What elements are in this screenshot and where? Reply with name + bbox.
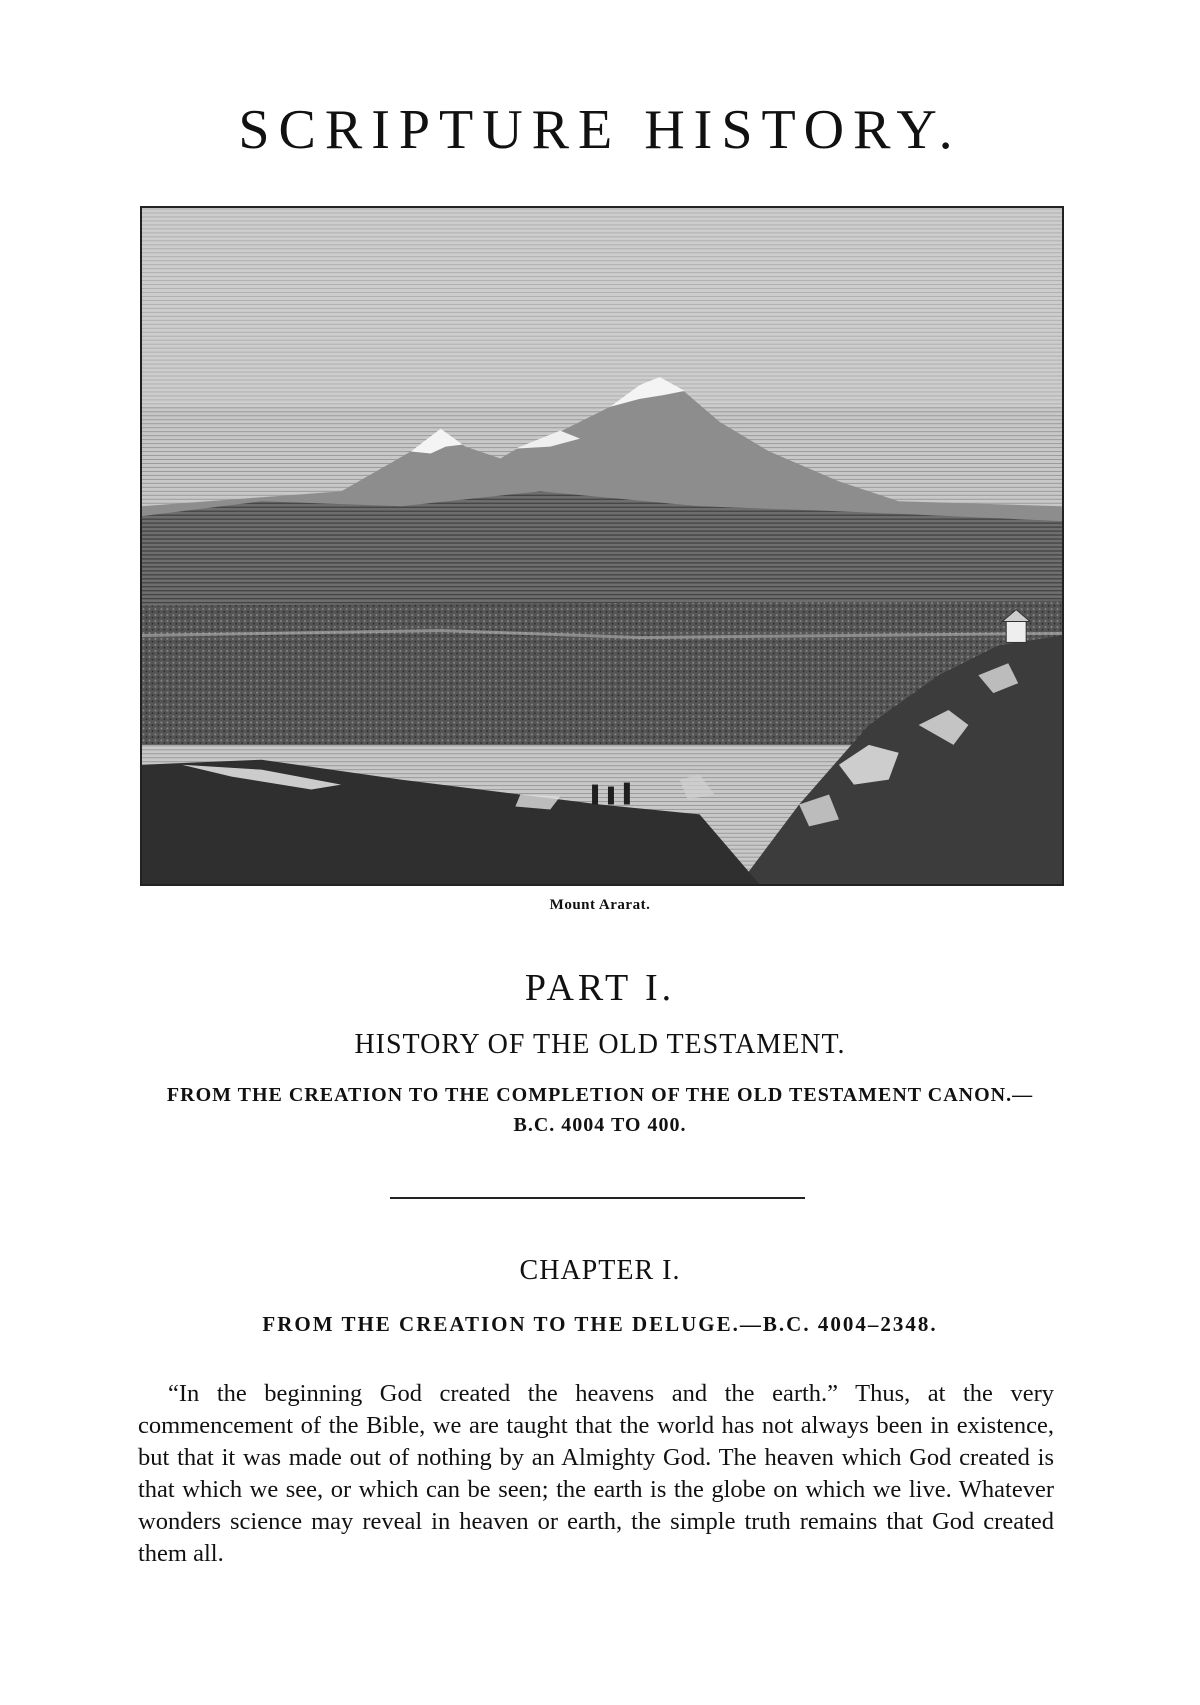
opening-paragraph: “In the beginning God created the heavens and the earth.” Thus, at the very commencement of the Bible, we are taught that the world has not always been in existence, but that it was made out of nothing by an Almighty God. The heaven which God created is that which we see, or which can be seen; the earth is the globe on which we live. Whatever wonders science may reveal in heaven or earth, the simple truth remains that God created them all. xyxy=(138,1379,1054,1567)
mount-ararat-engraving xyxy=(140,206,1064,886)
part-heading: PART I. xyxy=(524,967,676,1009)
chapter-subheading: FROM THE CREATION TO THE DELUGE.—B.C. 4004–2348. xyxy=(262,1312,938,1336)
part-date-range: FROM THE CREATION TO THE COMPLETION OF THE OLD TESTAMENT CANON.—B.C. 4004 TO 400. xyxy=(166,1084,1034,1136)
plate-caption: Mount Ararat. xyxy=(549,897,651,913)
running-title: SCRIPTURE HISTORY. xyxy=(238,99,962,161)
chapter-heading: CHAPTER I. xyxy=(519,1255,681,1286)
part-subtitle: HISTORY OF THE OLD TESTAMENT. xyxy=(354,1029,846,1060)
section-divider xyxy=(390,1197,805,1199)
engraving-image xyxy=(142,208,1062,884)
